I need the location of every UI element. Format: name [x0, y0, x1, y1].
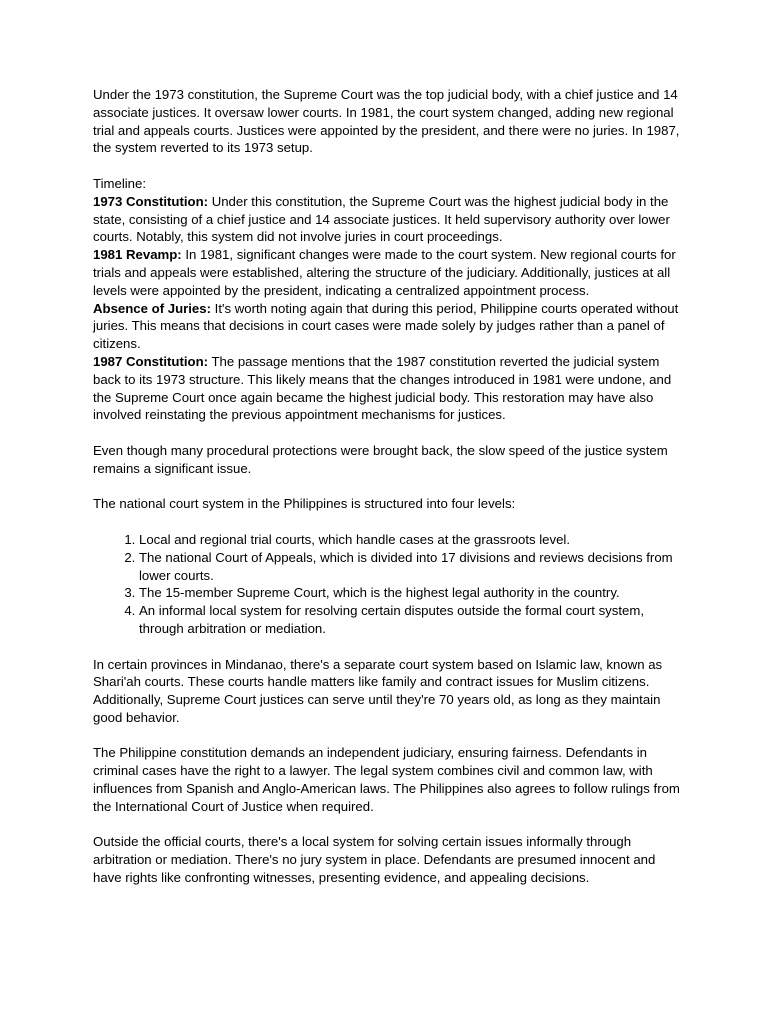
timeline-entry-title: Absence of Juries: — [93, 300, 211, 316]
timeline-heading: Timeline: — [93, 175, 147, 191]
paragraph-gap — [93, 727, 683, 745]
list-item: 1. Local and regional trial courts, which handle cases at the grassroots level. — [139, 531, 683, 549]
timeline-entry-1981 — [93, 246, 683, 299]
paragraph-gap — [93, 424, 683, 442]
timeline-entry-text: Under this constitution, the Supreme Court was the highest judicial body in the state, consisting of a chief justice and 14 associate justices. It held supervisory authority over lower courts. Notably, this system did not involve juries in court proceedings. — [93, 193, 670, 245]
paragraph-gap — [93, 157, 683, 175]
list-item: 3. The 15-member Supreme Court, which is the highest legal authority in the country. — [139, 584, 683, 602]
timeline-entry-juries — [93, 300, 683, 353]
paragraph-gap — [93, 638, 683, 656]
levels-intro: The national court system in the Philippines is structured into four levels: — [93, 496, 516, 512]
list-item: 4. An informal local system for resolving certain disputes outside the formal court system, through arbitration or mediation. — [139, 602, 683, 638]
mindanao-paragraph: In certain provinces in Mindanao, there's a separate court system based on Islamic law, known as Shari'ah courts. These courts handle matters like family and contract issues for Muslim citizens. Additionally, Supreme Court justices can serve until they're 70 years old, as long as they maintain good behavior. — [93, 656, 663, 725]
timeline-entry-1973 — [93, 193, 683, 246]
court-levels-list — [93, 531, 683, 638]
informal-system-paragraph: Outside the official courts, there's a local system for solving certain issues informally through arbitration or mediation. There's no jury system in place. Defendants are presumed innocent and have rights like confronting witnesses, presenting evidence, and appealing decisions. — [93, 834, 656, 886]
timeline-entry-title: 1981 Revamp: — [93, 247, 182, 263]
intro-paragraph: Under the 1973 constitution, the Supreme Court was the top judicial body, with a chief justice and 14 associate justices. It oversaw lower courts. In 1981, the court system changed, adding new regional trial and appeals courts. Justices were appointed by the president, and there were no juries. In 1987, the system reverted to its 1973 setup. — [93, 87, 680, 156]
timeline-entry-title: 1987 Constitution: — [93, 353, 209, 369]
timeline-entry-1987 — [93, 353, 683, 424]
constitution-paragraph: The Philippine constitution demands an independent judiciary, ensuring fairness. Defendants in criminal cases have the right to a lawyer. The legal system combines civil and common law, with influences from Spanish and Anglo-American laws. The Philippines also agrees to follow rulings from the International Court of Justice when required. — [93, 745, 680, 814]
paragraph-gap — [93, 478, 683, 496]
procedural-paragraph: Even though many procedural protections were brought back, the slow speed of the justice system remains a significant issue. — [93, 442, 668, 476]
timeline-entry-text: It's worth noting again that during this period, Philippine courts operated without juries. This means that decisions in court cases were made solely by judges rather than a panel of citizens. — [93, 300, 679, 352]
paragraph-gap — [93, 513, 683, 531]
document-page — [93, 86, 683, 887]
list-item: 2. The national Court of Appeals, which is divided into 17 divisions and reviews decisions from lower courts. — [139, 549, 683, 585]
paragraph-gap — [93, 816, 683, 834]
timeline-entry-text: In 1981, significant changes were made to the court system. New regional courts for trials and appeals were established, altering the structure of the judiciary. Additionally, justices at all levels were appointed by the president, indicating a centralized appointment process. — [93, 247, 676, 298]
timeline-entry-title: 1973 Constitution: — [93, 193, 209, 209]
timeline-entry-text: The passage mentions that the 1987 constitution reverted the judicial system back to its 1973 structure. This likely means that the changes introduced in 1981 were undone, and the Supreme Court once again became the highest judicial body. This restoration may have also involved reinstating the previous appointment mechanisms for justices. — [93, 353, 672, 423]
